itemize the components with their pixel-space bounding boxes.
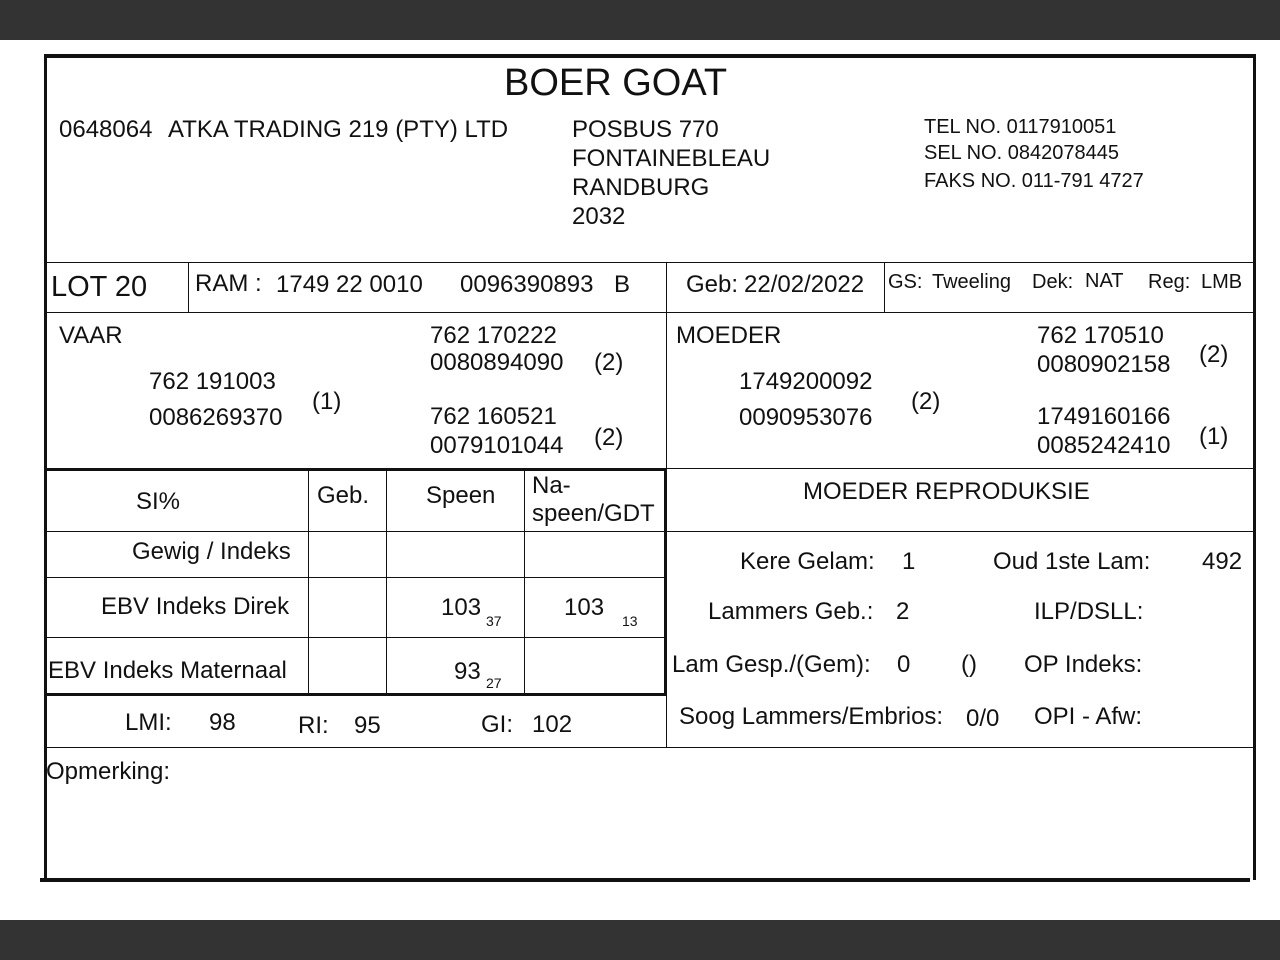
dam-label: MOEDER: [676, 322, 782, 349]
repro-title: MOEDER REPRODUKSIE: [803, 478, 1090, 505]
sire-sire-id: 762 170222: [430, 322, 557, 349]
si-header-label: SI%: [136, 488, 181, 515]
breeder-code: 0648064: [59, 116, 153, 143]
remark-label: Opmerking:: [46, 758, 171, 785]
address-line: RANDBURG: [572, 174, 710, 201]
dam-dam-number: 0085242410: [1037, 432, 1171, 459]
si-row-label: EBV Indeks Maternaal: [48, 657, 287, 684]
sire-sire-number: 0080894090: [430, 349, 564, 376]
dam-sire-id: 762 170510: [1037, 322, 1164, 349]
dam-dam-score: (1): [1199, 423, 1229, 450]
lammers-geb-value: 2: [896, 598, 910, 625]
lmi-label: LMI:: [125, 709, 172, 736]
dam-sire-number: 0080902158: [1037, 351, 1171, 378]
rule-si-col3: [524, 468, 525, 694]
ram-grade: B: [614, 271, 631, 298]
rule-lot-bottom: [44, 312, 1256, 313]
si-row-label: EBV Indeks Direk: [101, 593, 290, 620]
ilp-label: ILP/DSLL:: [1034, 598, 1144, 625]
dam-sire-score: (2): [1199, 341, 1229, 368]
rule-si-right-thick: [664, 468, 667, 696]
ram-id: 1749 22 0010: [276, 271, 423, 298]
dam-number: 0090953076: [739, 404, 873, 431]
card-border-left: [44, 54, 47, 880]
breeder-name: ATKA TRADING 219 (PTY) LTD: [168, 116, 509, 143]
gi-value: 102: [532, 711, 573, 738]
dam-score: (2): [911, 388, 941, 415]
reg-label: Reg:: [1148, 271, 1191, 293]
sire-dam-number: 0079101044: [430, 432, 564, 459]
si-value-speen: 103: [441, 594, 482, 621]
rule-si-col1: [308, 468, 309, 694]
lammers-geb-label: Lammers Geb.:: [708, 598, 874, 625]
sire-id: 762 191003: [149, 368, 276, 395]
rule-si-bottom: [44, 693, 666, 696]
contact-faks: FAKS NO. 011-791 4727: [924, 170, 1144, 192]
si-header-speen: Speen: [426, 482, 496, 509]
rule-pedigree-bottom-right: [666, 468, 1256, 469]
rule-ram-divider: [666, 262, 667, 312]
contact-sel: SEL NO. 0842078445: [924, 142, 1119, 164]
rule-indices-bottom: [44, 747, 1256, 748]
kere-gelam-label: Kere Gelam:: [740, 548, 875, 575]
lam-gesp-label: Lam Gesp./(Gem):: [672, 651, 871, 678]
oud-label: Oud 1ste Lam:: [993, 548, 1151, 575]
si-row-label: Gewig / Indeks: [132, 538, 291, 565]
dek-value: NAT: [1085, 270, 1124, 292]
rule-si-row2: [44, 637, 666, 638]
card-title: BOER GOAT: [504, 62, 728, 104]
si-sub-naspeen: 13: [622, 613, 638, 629]
rule-si-col2: [386, 468, 387, 694]
rule-si-row1: [44, 577, 666, 578]
sire-dam-score: (2): [594, 424, 624, 451]
ram-number: 0096390893: [460, 271, 594, 298]
dam-dam-id: 1749160166: [1037, 403, 1171, 430]
si-value-speen: 93: [454, 658, 481, 685]
soog-value: 0/0: [966, 705, 1000, 732]
address-line: 2032: [572, 203, 626, 230]
si-header-naspeen: Na- speen/GDT: [532, 472, 655, 527]
soog-label: Soog Lammers/Embrios:: [679, 703, 944, 730]
op-indeks-label: OP Indeks:: [1024, 651, 1143, 678]
lam-gesp-value: 0: [897, 651, 911, 678]
bottom-dark-band: [0, 920, 1280, 960]
ram-label: RAM :: [195, 270, 262, 297]
ri-value: 95: [354, 712, 381, 739]
gs-value: Tweeling: [932, 271, 1011, 293]
top-dark-band: [0, 0, 1280, 40]
si-header-geb: Geb.: [317, 482, 370, 509]
card-border-bottom: [40, 878, 1250, 882]
oud-value: 492: [1202, 548, 1243, 575]
address-line: POSBUS 770: [572, 116, 719, 143]
address-line: FONTAINEBLEAU: [572, 145, 771, 172]
geb-label: Geb:: [686, 271, 739, 298]
rule-lot-divider: [188, 262, 189, 312]
sire-score: (1): [312, 388, 342, 415]
si-sub-speen: 37: [486, 613, 502, 629]
ri-label: RI:: [298, 712, 329, 739]
lot-label: LOT 20: [51, 271, 148, 303]
lmi-value: 98: [209, 709, 236, 736]
gi-label: GI:: [481, 711, 514, 738]
sire-number: 0086269370: [149, 404, 283, 431]
rule-si-header: [44, 531, 666, 532]
card-border-right: [1253, 54, 1256, 880]
gs-label: GS:: [888, 271, 923, 293]
card-border-top: [44, 54, 1256, 58]
kere-gelam-value: 1: [902, 548, 916, 575]
geb-date: 22/02/2022: [744, 271, 865, 298]
contact-tel: TEL NO. 0117910051: [924, 116, 1117, 138]
si-sub-speen: 27: [486, 675, 502, 691]
dek-label: Dek:: [1032, 271, 1074, 293]
lam-gesp-gem: (): [961, 651, 977, 678]
sire-sire-score: (2): [594, 349, 624, 376]
rule-repro-header: [666, 531, 1256, 532]
rule-header-bottom: [44, 262, 1256, 263]
si-value-naspeen: 103: [564, 594, 605, 621]
dam-id: 1749200092: [739, 368, 873, 395]
opi-afw-label: OPI - Afw:: [1034, 703, 1143, 730]
rule-pedigree-bottom-left: [44, 468, 666, 471]
sire-dam-id: 762 160521: [430, 403, 557, 430]
sire-label: VAAR: [59, 322, 123, 349]
reg-value: LMB: [1201, 271, 1243, 293]
rule-geb-divider: [884, 262, 885, 312]
boer-goat-card: [44, 54, 1256, 880]
